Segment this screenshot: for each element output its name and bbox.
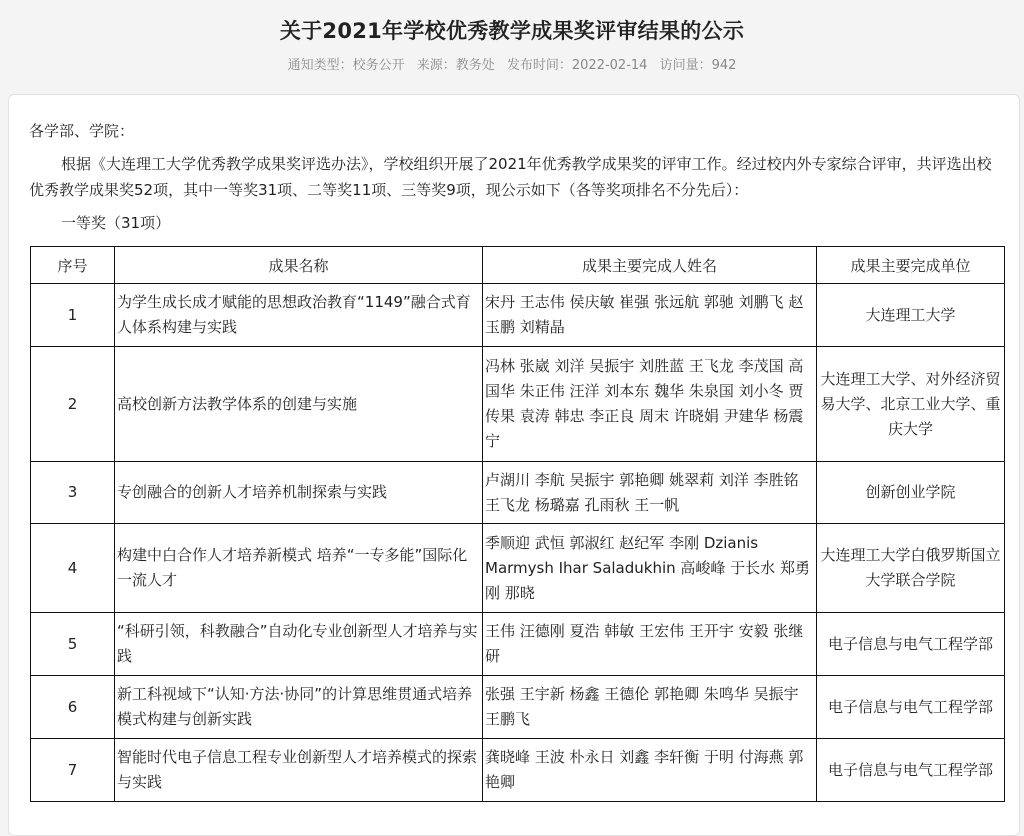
- row-no: 5: [31, 613, 115, 676]
- row-unit: 大连理工大学白俄罗斯国立大学联合学院: [817, 524, 1005, 613]
- row-name: 新工科视域下“认知·方法·协同”的计算思维贯通式培养模式构建与创新实践: [115, 676, 483, 739]
- page-title: 关于2021年学校优秀教学成果奖评审结果的公示: [279, 19, 745, 43]
- row-unit: 电子信息与电气工程学部: [817, 739, 1005, 802]
- meta-type: 通知类型：校务公开: [287, 58, 405, 73]
- row-no: 6: [31, 676, 115, 739]
- row-no: 4: [31, 524, 115, 613]
- header-no: 序号: [31, 247, 115, 284]
- meta-source: 来源：教务处: [416, 58, 495, 73]
- table-row: [31, 347, 1005, 462]
- table-row: [31, 739, 1005, 802]
- awards-table: [30, 246, 1005, 802]
- row-unit: 大连理工大学、对外经济贸易大学、北京工业大学、重庆大学: [817, 347, 1005, 462]
- article-meta: [0, 57, 1024, 75]
- row-no: 3: [31, 462, 115, 524]
- row-people: 龚晓峰 王波 朴永日 刘鑫 李轩衡 于明 付海燕 郭艳卿: [483, 739, 817, 802]
- row-unit: 电子信息与电气工程学部: [817, 613, 1005, 676]
- row-name: 为学生成长成才赋能的思想政治教育“1149”融合式育人体系构建与实践: [115, 284, 483, 347]
- table-row: [31, 613, 1005, 676]
- section-heading: 一等奖（31项）: [61, 214, 171, 232]
- greeting: 各学部、学院：: [29, 122, 135, 140]
- meta-views: 访问量：942: [659, 58, 737, 73]
- page-header: [0, 0, 1024, 75]
- row-people: 张强 王宇新 杨鑫 王德伦 郭艳卿 朱鸣华 吴振宇 王鹏飞: [483, 676, 817, 739]
- table-row: [31, 284, 1005, 347]
- row-name: 专创融合的创新人才培养机制探索与实践: [115, 462, 483, 524]
- header-people: 成果主要完成人姓名: [483, 247, 817, 284]
- row-name: 构建中白合作人才培养新模式 培养“一专多能”国际化一流人才: [115, 524, 483, 613]
- row-unit: 大连理工大学: [817, 284, 1005, 347]
- row-unit: 创新创业学院: [817, 462, 1005, 524]
- row-people: 冯林 张崴 刘洋 吴振宇 刘胜蓝 王飞龙 李茂国 高国华 朱正伟 汪洋 刘本东 魏华 朱泉国 刘小冬 贾传果 袁涛 韩忠 李正良 周末 许晓娟 尹建华 杨震宁: [483, 347, 817, 462]
- table-row: [31, 462, 1005, 524]
- row-name: 高校创新方法教学体系的创建与实施: [115, 347, 483, 462]
- row-name: “科研引领，科教融合”自动化专业创新型人才培养与实践: [115, 613, 483, 676]
- meta-date: 发布时间：2022-02-14: [506, 58, 648, 73]
- header-unit: 成果主要完成单位: [817, 247, 1005, 284]
- header-name: 成果名称: [115, 247, 483, 284]
- intro-paragraph: 根据《大连理工大学优秀教学成果奖评选办法》，学校组织开展了2021年优秀教学成果奖的评审工作。经过校内外专家综合评审，共评选出校优秀教学成果奖52项，其中一等奖31项、二等奖11项、三等奖9项，现公示如下（各等奖项排名不分先后）：: [29, 155, 992, 199]
- row-people: 季顺迎 武恒 郭淑红 赵纪军 李刚 Dzianis Marmysh Ihar Saladukhin 高峻峰 于长水 郑勇刚 那晓: [483, 524, 817, 613]
- row-no: 1: [31, 284, 115, 347]
- table-row: [31, 676, 1005, 739]
- table-row: [31, 524, 1005, 613]
- article-content: [8, 94, 1020, 836]
- row-unit: 电子信息与电气工程学部: [817, 676, 1005, 739]
- row-name: 智能时代电子信息工程专业创新型人才培养模式的探索与实践: [115, 739, 483, 802]
- row-no: 7: [31, 739, 115, 802]
- table-header-row: [31, 247, 1005, 284]
- row-no: 2: [31, 347, 115, 462]
- row-people: 宋丹 王志伟 侯庆敏 崔强 张远航 郭驰 刘鹏飞 赵玉鹏 刘精晶: [483, 284, 817, 347]
- row-people: 卢湖川 李航 吴振宇 郭艳卿 姚翠莉 刘洋 李胜铭 王飞龙 杨璐嘉 孔雨秋 王一帆: [483, 462, 817, 524]
- row-people: 王伟 汪德刚 夏浩 韩敏 王宏伟 王开宇 安毅 张继研: [483, 613, 817, 676]
